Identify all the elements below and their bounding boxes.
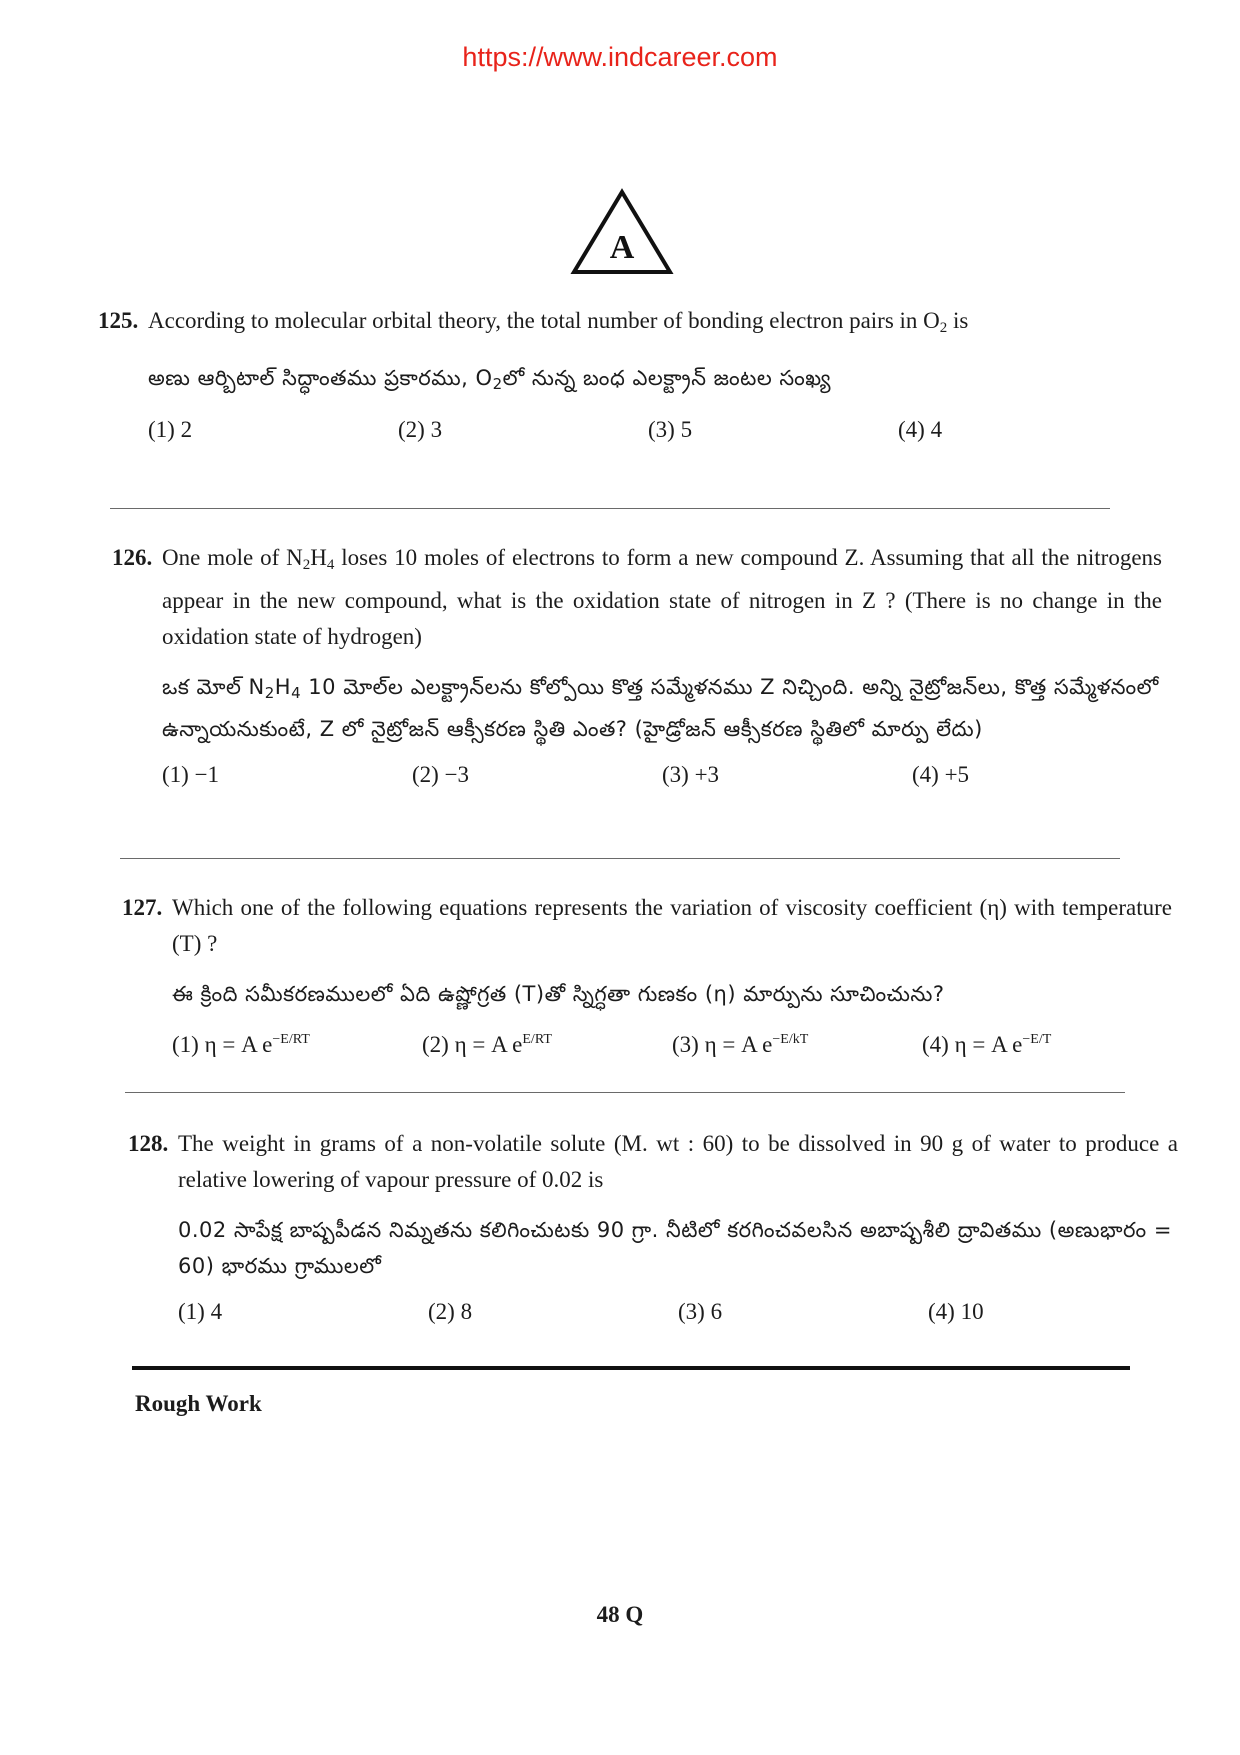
question-text-telugu: 0.02 సాపేక్ష బాష్పపీడన నిమ్నతను కలిగించుటకు 90 గ్రా. నీటిలో కరగించవలసిన అబాష్పశీలి ద్రావితము (అణుభారం = 60) భారము గ్రాములలో <box>178 1218 1172 1278</box>
option-3[interactable]: (3) +3 <box>662 762 720 787</box>
question-125 <box>98 303 1108 448</box>
question-divider <box>125 1092 1125 1093</box>
question-text-telugu: ఒక మోల్ $N_2H_4$ 10 మోల్‌ల ఎలక్ట్రాన్‌లను కోల్పోయి కొత్త సమ్మేళనము Z నిచ్చింది. అన్ని నైట్రోజన్‌లు, కొత్త సమ్మేళనంలో ఉన్నాయనుకుంటే, Z లో నైట్రోజన్ ఆక్సీకరణ స్థితి ఎంత? (హైడ్రోజన్ ఆక్సీకరణ స్థితిలో మార్పు లేదు) <box>162 675 1159 741</box>
option-3[interactable]: (3) 5 <box>648 417 693 442</box>
answer-options <box>162 757 1162 793</box>
option-1[interactable]: (1) η = A $e^{-E/RT}$ <box>172 1032 310 1057</box>
question-text: According to molecular orbital theory, the total number of bonding electron pairs in $O_2$ is <box>148 308 969 336</box>
site-url-link[interactable]: https://www.indcareer.com <box>462 42 778 72</box>
question-128 <box>128 1126 1178 1330</box>
answer-options <box>178 1294 1178 1330</box>
question-text: The weight in grams of a non-volatile solute (M. wt : 60) to be dissolved in 90 g of water to produce a relative lowering of vapour pressure of 0.02 is <box>178 1131 1178 1192</box>
question-126 <box>112 540 1163 793</box>
question-number: 125. <box>98 308 139 333</box>
question-divider <box>110 508 1110 509</box>
option-2[interactable]: (2) 3 <box>398 417 443 442</box>
option-2[interactable]: (2) 8 <box>428 1299 473 1324</box>
option-1[interactable]: (1) −1 <box>162 762 220 787</box>
set-code-triangle <box>570 188 674 276</box>
option-4[interactable]: (4) 10 <box>928 1299 984 1324</box>
option-4[interactable]: (4) 4 <box>898 417 943 442</box>
question-divider <box>120 858 1120 859</box>
question-number: 127. <box>122 895 163 920</box>
option-3[interactable]: (3) 6 <box>678 1299 723 1324</box>
option-2[interactable]: (2) −3 <box>412 762 470 787</box>
option-1[interactable]: (1) 4 <box>178 1299 223 1324</box>
question-number: 128. <box>128 1131 169 1156</box>
question-text-telugu: ఈ క్రింది సమీకరణములలో ఏది ఉష్ణోగ్రత (T)తో స్నిగ్ధతా గుణకం (η) మార్పును సూచించును? <box>172 982 945 1006</box>
question-number: 126. <box>112 545 153 570</box>
set-code-letter: A <box>609 229 635 266</box>
option-2[interactable]: (2) η = A $e^{E/RT}$ <box>422 1032 552 1057</box>
answer-options <box>148 412 1148 448</box>
question-127 <box>122 890 1172 1063</box>
question-text-telugu: అణు ఆర్బిటాల్ సిద్ధాంతము ప్రకారము, $O_2లో$ నున్న బంధ ఎలక్ట్రాన్ జంటల సంఖ్య <box>148 366 832 393</box>
option-3[interactable]: (3) η = A $e^{-E/kT}$ <box>672 1032 809 1057</box>
option-1[interactable]: (1) 2 <box>148 417 193 442</box>
question-text: Which one of the following equations represents the variation of viscosity coefficient (η) with temperature (T) ? <box>172 895 1172 956</box>
section-end-rule <box>132 1366 1130 1370</box>
answer-options <box>172 1022 1172 1063</box>
rough-work-label: Rough Work <box>135 1391 262 1416</box>
option-4[interactable]: (4) +5 <box>912 762 970 787</box>
page-number: 48 Q <box>596 1602 644 1627</box>
question-text: One mole of $N_2H_4$ loses 10 moles of electrons to form a new compound Z. Assuming that all the nitrogens appear in the new compound, what is the oxidation state of nitrogen in Z ? (There is no change in the oxidation state of hydrogen) <box>162 545 1163 649</box>
option-4[interactable]: (4) η = A $e^{-E/T}$ <box>922 1032 1052 1057</box>
triangle-icon <box>570 188 674 276</box>
